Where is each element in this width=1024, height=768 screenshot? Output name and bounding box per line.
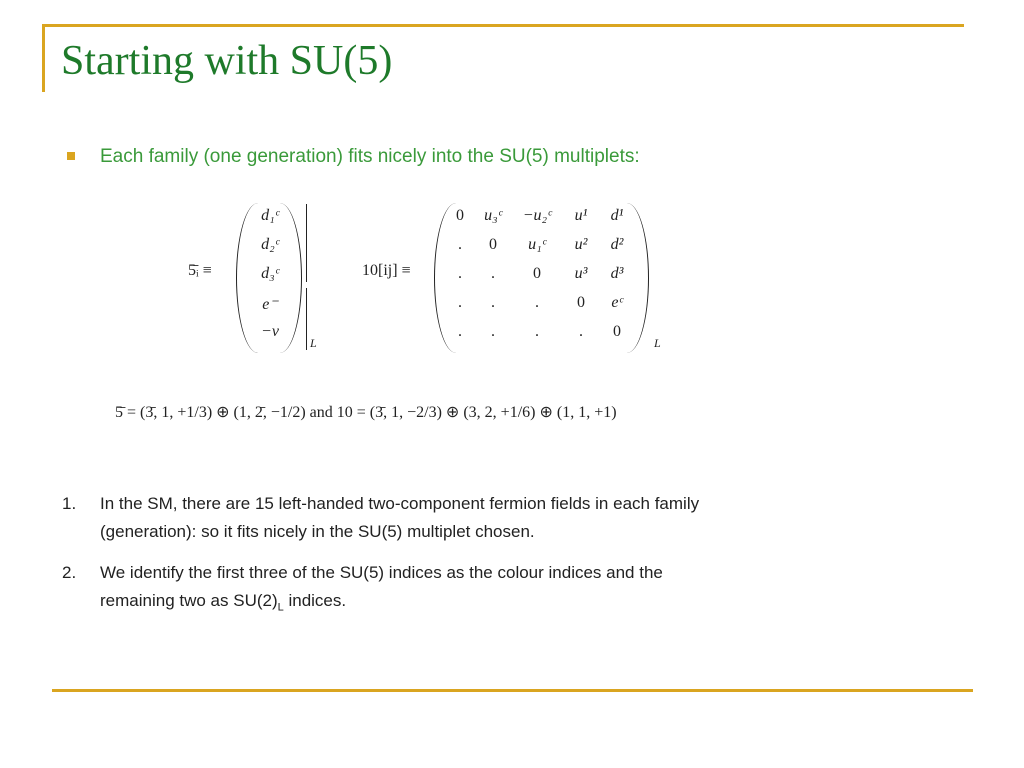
vector-entry-1: d₁ᶜ [261, 207, 279, 224]
matrix-cell: −u₂ᶜ [522, 207, 552, 224]
list-item-1-line-1: In the SM, there are 15 left-handed two-component fermion fields in each family [100, 494, 700, 513]
decomposition-equation: 5̄ = (3̄, 1, +1/3) ⊕ (1, 2̄, −1/2) and 10 = (3̄, 1, −2/3) ⊕ (3, 2, +1/6) ⊕ (1, 1, +1) [115, 404, 617, 421]
frame-bottom-rule [52, 689, 973, 692]
equation-10-lhs: 10[ij] ≡ [362, 262, 411, 279]
list-item-2 [100, 559, 900, 621]
frame-left-accent [42, 24, 45, 92]
vector-entry-3: d₃ᶜ [261, 265, 279, 282]
list-item-2-line-2-end: indices. [283, 591, 347, 610]
matrix-cell: u₃ᶜ [484, 207, 502, 224]
vertical-bar-lower [306, 288, 307, 350]
vector-entry-2: d₂ᶜ [261, 236, 279, 253]
matrix-cell: d² [610, 236, 624, 253]
bullet-text: Each family (one generation) fits nicely into the SU(5) multiplets: [100, 146, 640, 167]
vector-entry-5: −ν [261, 323, 279, 340]
vector-entry-4: e⁻ [262, 296, 278, 313]
slide-title: Starting with SU(5) [61, 38, 393, 84]
matrix-cell: u₁ᶜ [528, 236, 546, 253]
list-number-2: 2. [62, 563, 77, 582]
subscript-L-5bar: L [310, 336, 317, 350]
equation-5bar-lhs: 5̄ᵢ ≡ [188, 262, 212, 279]
matrix-cell: u¹ [574, 207, 588, 224]
matrix-cell: . [491, 294, 495, 311]
matrix-cell: . [491, 323, 495, 340]
matrix-cell: u³ [574, 265, 588, 282]
matrix-cell: d³ [610, 265, 624, 282]
matrix-cell: 0 [456, 207, 464, 224]
right-paren-5bar [279, 203, 302, 353]
matrix-cell: eᶜ [611, 294, 623, 311]
matrix-cell: . [579, 323, 583, 340]
su2-subscript: L [277, 601, 284, 614]
matrix-cell: . [535, 294, 539, 311]
vertical-bar-upper [306, 204, 307, 282]
list-item-2-line-2-text: remaining two as SU(2) [100, 591, 278, 610]
list-item-1-line-2: (generation): so it fits nicely in the SU(5) multiplet chosen. [100, 522, 535, 541]
matrix-cell: . [458, 294, 462, 311]
list-item-2-line-2 [100, 587, 900, 621]
matrix-cell: . [491, 265, 495, 282]
right-paren-10 [626, 203, 649, 353]
matrix-cell: . [458, 323, 462, 340]
list-number-1: 1. [62, 494, 77, 513]
matrix-cell: d¹ [610, 207, 624, 224]
matrix-cell: . [458, 265, 462, 282]
subscript-L-10: L [654, 336, 661, 350]
matrix-cell: 0 [613, 323, 621, 340]
matrix-cell: 0 [489, 236, 497, 253]
bullet-square-icon [67, 152, 75, 160]
matrix-cell: 0 [577, 294, 585, 311]
matrix-cell: 0 [533, 265, 541, 282]
matrix-cell: u² [574, 236, 588, 253]
list-item-2-line-1: We identify the first three of the SU(5) indices as the colour indices and the [100, 563, 663, 582]
matrix-cell: . [535, 323, 539, 340]
frame-top-rule [42, 24, 964, 27]
matrix-cell: . [458, 236, 462, 253]
list-item-1 [100, 490, 900, 546]
